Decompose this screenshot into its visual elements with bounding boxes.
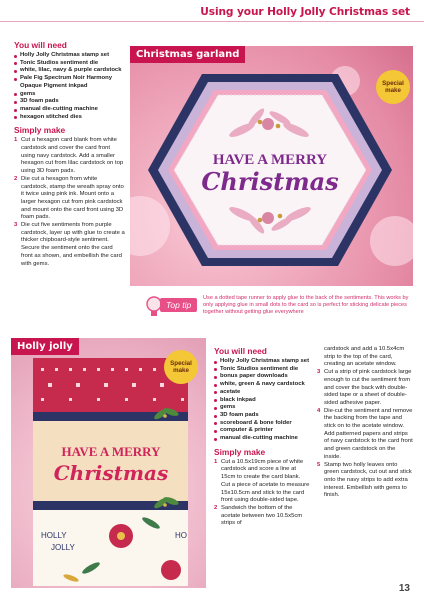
step-item	[14, 222, 125, 268]
holly-steps-continued	[317, 346, 413, 500]
header-divider	[0, 21, 424, 22]
top-tip-box	[130, 292, 413, 324]
top-tip-label: Top tip	[160, 298, 197, 312]
list-item: manual die-cutting machine	[14, 106, 125, 114]
step-text: Cut a strip of pink cardstock large enough to cut the sentiment from and cover the back with double-sided tape or a sheet of double-sided adhesive paper.	[324, 369, 412, 406]
step-text: Die cut a hexagon from white cardstock, stamp the wreath spray onto it twice using pink ink. Mount onto a larger hexagon cut from pink cardstock and mount onto the card front using 3D foam pads.	[21, 175, 124, 221]
garland-sentiment-line2: Christmas	[201, 167, 339, 196]
section-banner: Holly jolly	[11, 338, 79, 355]
step-number: 1	[14, 137, 18, 144]
gem	[278, 214, 283, 219]
list-item: white, green & navy cardstock	[214, 381, 310, 389]
list-item: hexagon stitched dies	[14, 114, 125, 122]
step-item	[317, 462, 413, 501]
page-number: 13	[398, 583, 410, 594]
list-item: computer & printer	[214, 427, 310, 435]
gem	[163, 414, 167, 418]
step-number: 3	[14, 222, 18, 229]
list-item: gems	[214, 404, 310, 412]
section-banner: Christmas garland	[130, 46, 245, 63]
you-will-need-heading: You will need	[14, 40, 67, 50]
list-item: Pale Fig Spectrum Noir Harmony Opaque Pigment inkpad	[14, 75, 125, 90]
gem	[258, 218, 263, 223]
list-item: white, lilac, navy & purple cardstock	[14, 67, 125, 75]
list-item: Tonic Studios sentiment die	[14, 60, 125, 68]
list-item: scoreboard & bone folder	[214, 420, 310, 428]
step-text: Sandwich the bottom of the acetate between two 10.5x5cm strips of	[221, 504, 303, 527]
hexagon-card-illustration	[130, 46, 413, 286]
step-item	[317, 408, 413, 462]
gem	[276, 124, 281, 129]
paper-text-ho: HO	[175, 531, 187, 540]
step-continuation	[317, 346, 413, 369]
holly-sentiment-line1: HAVE A MERRY	[61, 444, 161, 459]
step-text: Die-cut the sentiment and remove the backing from the tape and stick on to the acetate window. Add patterned papers and strips of navy cardstock to the card front and green cardstock on the inside.	[324, 407, 413, 460]
list-item: 3D foam pads	[214, 412, 310, 420]
holly-you-will-need-section	[214, 346, 310, 528]
step-item	[214, 459, 310, 505]
list-item: 3D foam pads	[14, 98, 125, 106]
step-text: Stamp two holly leaves onto green cardstock, cut out and stick onto the navy strips to add extra interest. Embellish with gems to finish.	[324, 461, 412, 499]
step-text: Cut a 10.5x19cm piece of white cardstock and score a line at 15cm to create the card blank. Cut a piece of acetate to measure 15x10.5cm and stick to the card front using double-sided tape.	[221, 458, 310, 504]
step-number: 2	[214, 504, 218, 511]
step-number: 2	[14, 175, 18, 182]
materials-list	[14, 52, 125, 121]
step-number: 1	[214, 458, 218, 465]
you-will-need-heading: You will need	[214, 346, 267, 356]
step-text: Cut a hexagon card blank from white cardstock and cover the card front using navy cardstock. Add a smaller hexagon cut from lilac cardstock on top using 3D foam pads.	[21, 137, 124, 175]
list-item: black inkpad	[214, 397, 310, 405]
special-make-badge: Special make	[164, 350, 198, 384]
gem	[163, 503, 167, 507]
christmas-garland-photo	[130, 46, 413, 286]
list-item: acetate	[214, 389, 310, 397]
step-number: 3	[317, 369, 321, 376]
list-item: bonus paper downloads	[214, 373, 310, 381]
step-number: 4	[317, 407, 321, 414]
step-number: 5	[317, 461, 321, 468]
holly-jolly-photo	[11, 338, 206, 588]
step-text: cardstock and add a 10.5x4cm strip to the top of the card, creating an acetate window.	[324, 346, 405, 368]
page-header-title: Using your Holly Jolly Christmas set	[200, 6, 410, 18]
steps-list	[317, 346, 413, 500]
top-tip-text: Use a dotted tape runner to apply glue to the back of the sentiments. This works by only applying glue in small dots to the card so is perfect for sticking delicate pieces together without getting glue everywhere	[203, 295, 409, 315]
gem	[258, 120, 263, 125]
step-text: Die cut five sentiments from purple cardstock, layer up with glue to create a thicker chipboard-style sentiment. Secure the sentiment onto the card front as shown, and embellish the card with gems.	[21, 222, 125, 267]
simply-make-heading: Simply make	[14, 125, 66, 136]
you-will-need-section	[14, 40, 125, 268]
list-item: Tonic Studios sentiment die	[214, 366, 310, 374]
steps-list	[14, 137, 125, 268]
list-item: Holly Jolly Christmas stamp set	[14, 52, 125, 60]
paper-text-holly: HOLLY	[41, 531, 67, 540]
steps-list	[214, 459, 310, 528]
simply-make-heading: Simply make	[214, 446, 266, 457]
paper-text-jolly: JOLLY	[51, 543, 75, 552]
list-item: gems	[14, 91, 125, 99]
step-item	[14, 176, 125, 222]
step-item	[214, 505, 310, 528]
step-item	[14, 137, 125, 176]
holly-sentiment-line2: Christmas	[53, 461, 169, 485]
materials-list	[214, 358, 310, 443]
garland-sentiment-line1: HAVE A MERRY	[212, 152, 328, 168]
special-make-badge: Special make	[376, 70, 410, 104]
list-item: Holly Jolly Christmas stamp set	[214, 358, 310, 366]
list-item: manual die-cutting machine	[214, 435, 310, 443]
step-item	[317, 369, 413, 408]
